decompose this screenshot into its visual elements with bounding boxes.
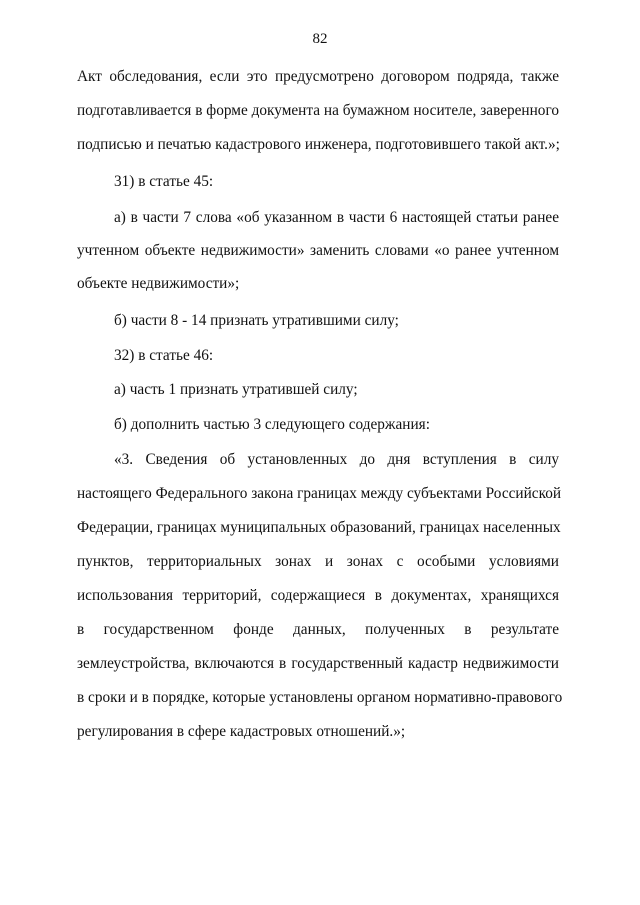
text-line: настоящего Федерального закона границах между субъектами Российской [77, 485, 562, 502]
page-number: 82 [312, 31, 328, 47]
text-line: подписью и печатью кадастрового инженера, подготовившего такой акт.»; [77, 136, 560, 153]
text-line: б) части 8 - 14 признать утратившими силу; [114, 312, 399, 329]
text-line: 32) в статье 46: [114, 347, 214, 364]
text-line: Федерации, границах муниципальных образований, границах населенных [77, 519, 561, 536]
text-line: объекте недвижимости»; [77, 275, 240, 292]
text-line: 31) в статье 45: [114, 173, 214, 190]
text-line: в сроки и в порядке, которые установлены органом нормативно-правового [77, 689, 563, 706]
text-line: в государственном фонде данных, полученных в результате [77, 621, 559, 638]
text-line: регулирования в сфере кадастровых отношений.»; [77, 723, 406, 740]
text-line: Акт обследования, если это предусмотрено договором подряда, также [77, 68, 559, 85]
text-line: учтенном объекте недвижимости» заменить словами «о ранее учтенном [77, 242, 559, 259]
text-line: подготавливается в форме документа на бумажном носителе, заверенного [77, 102, 559, 119]
text-line: использования территорий, содержащиеся в документах, хранящихся [77, 587, 559, 604]
text-line: а) часть 1 признать утратившей силу; [114, 381, 358, 398]
text-line: «3. Сведения об установленных до дня вступления в силу [114, 451, 559, 468]
text-line: землеустройства, включаются в государственный кадастр недвижимости [77, 655, 559, 672]
text-line: б) дополнить частью 3 следующего содержания: [114, 416, 430, 433]
text-line: а) в части 7 слова «об указанном в части 6 настоящей статьи ранее [114, 209, 559, 226]
text-line: пунктов, территориальных зонах и зонах с особыми условиями [77, 553, 559, 570]
